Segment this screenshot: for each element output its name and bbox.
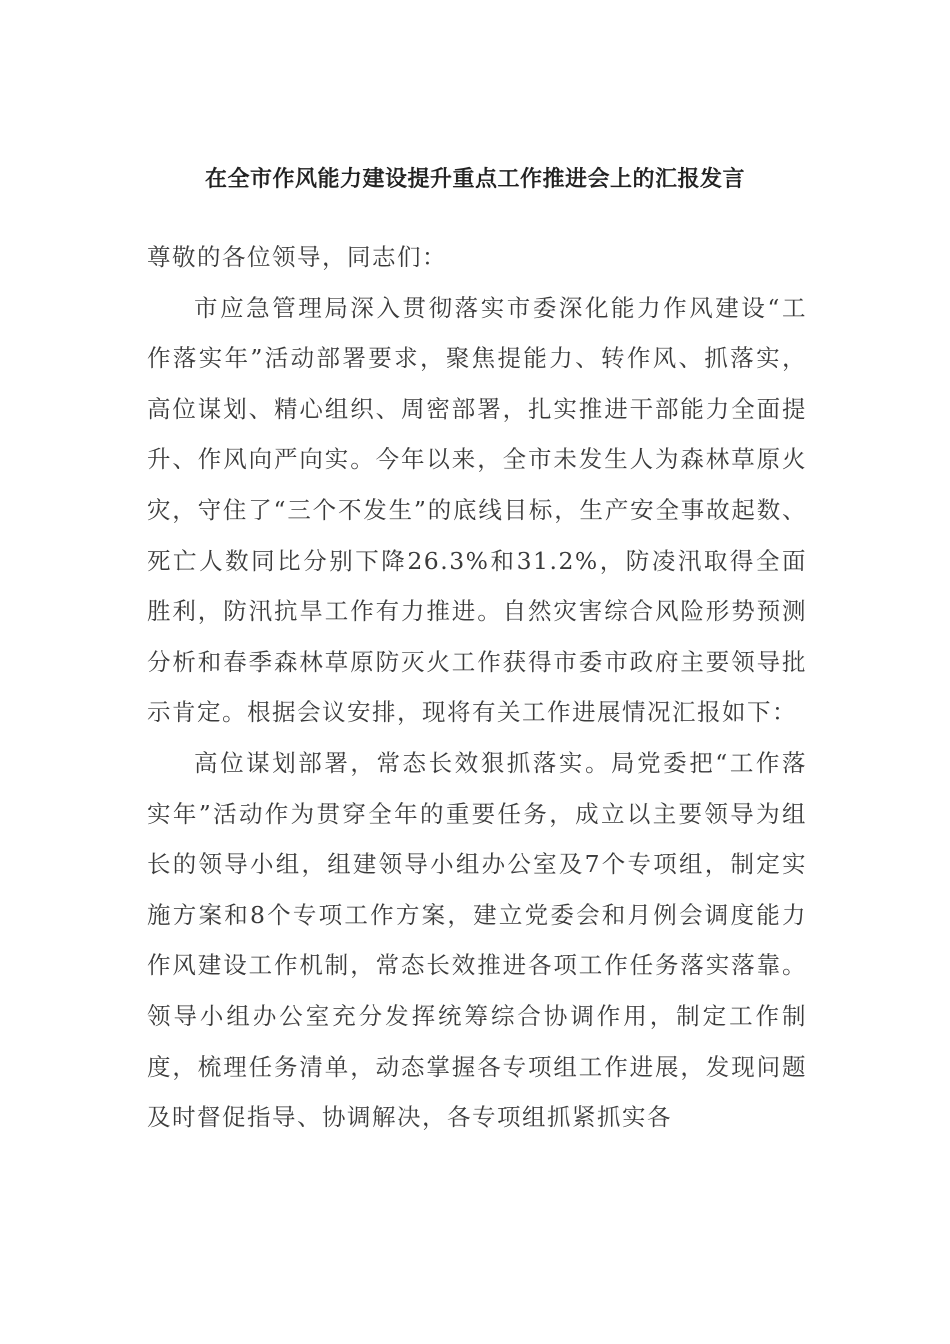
paragraph-intro: 市应急管理局深入贯彻落实市委深化能力作风建设“工作落实年”活动部署要求，聚焦提能力、转作风、抓落实，高位谋划、精心组织、周密部署，扎实推进干部能力全面提升、作风向严向实。今年以来，全市未发生人为森林草原火灾，守住了“三个不发生”的底线目标，生产安全事故起数、死亡人数同比分别下降26.3%和31.2%，防凌汛取得全面胜利，防汛抗旱工作有力推进。自然灾害综合风险形势预测分析和春季森林草原防灭火工作获得市委市政府主要领导批示肯定。根据会议安排，现将有关工作进展情况汇报如下： [147, 293, 807, 727]
document-body [147, 232, 807, 1143]
document-title: 在全市作风能力建设提升重点工作推进会上的汇报发言 [204, 167, 745, 192]
salutation: 尊敬的各位领导，同志们： [147, 243, 447, 271]
paragraph-planning: 高位谋划部署，常态长效狠抓落实。局党委把“工作落实年”活动作为贯穿全年的重要任务，成立以主要领导为组长的领导小组，组建领导小组办公室及7个专项组，制定实施方案和8个专项工作方案，建立党委会和月例会调度能力作风建设工作机制，常态长效推进各项工作任务落实落靠。领导小组办公室充分发挥统筹综合协调作用，制定工作制度，梳理任务清单，动态掌握各专项组工作进展，发现问题及时督促指导、协调解决，各专项组抓紧抓实各 [147, 748, 807, 1132]
